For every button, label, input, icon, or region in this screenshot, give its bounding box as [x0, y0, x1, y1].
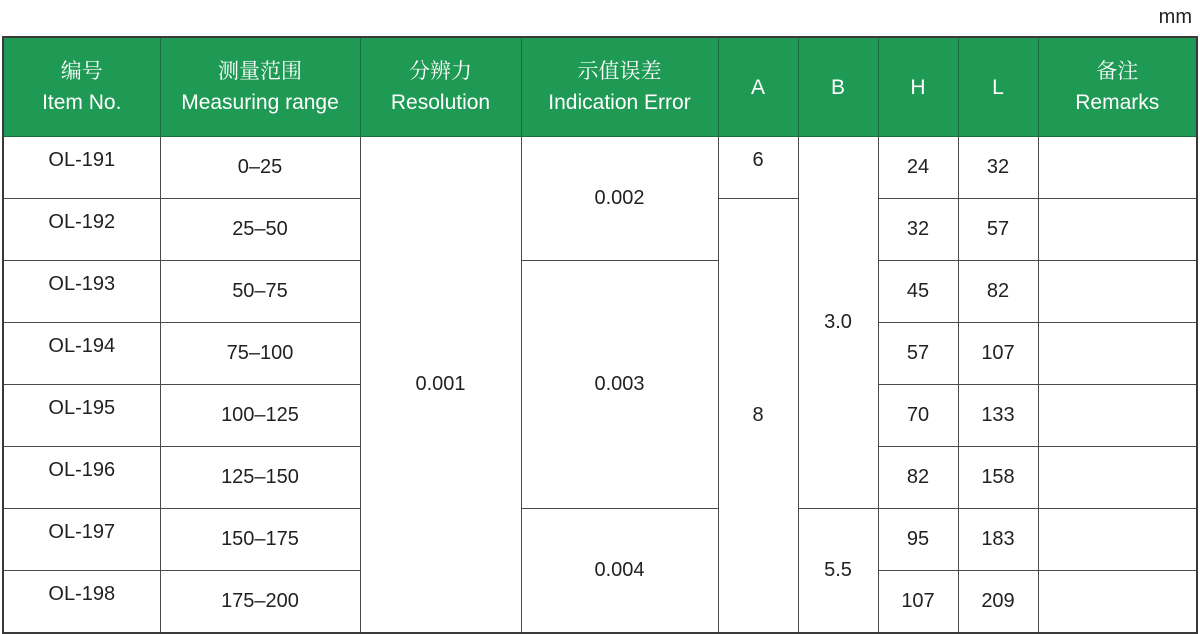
table-row — [3, 509, 1197, 571]
header-item-no — [3, 37, 160, 137]
error-cell: 0.004 — [521, 509, 718, 634]
header-row — [3, 37, 1197, 137]
range-cell: 50–75 — [160, 261, 360, 323]
l-cell: 57 — [958, 199, 1038, 261]
remarks-cell — [1038, 199, 1197, 261]
h-cell: 24 — [878, 137, 958, 199]
h-cell: 70 — [878, 385, 958, 447]
l-cell: 107 — [958, 323, 1038, 385]
l-cell: 82 — [958, 261, 1038, 323]
remarks-cell — [1038, 447, 1197, 509]
l-cell: 32 — [958, 137, 1038, 199]
item-no-cell: OL-195 — [3, 385, 160, 447]
error-cell: 0.003 — [521, 261, 718, 509]
header-remarks-en: Remarks — [1075, 91, 1160, 114]
error-cell: 0.002 — [521, 137, 718, 261]
b-cell: 3.0 — [798, 137, 878, 509]
remarks-cell — [1038, 385, 1197, 447]
header-b: B — [798, 37, 878, 137]
item-no-cell: OL-193 — [3, 261, 160, 323]
a-cell: 6 — [718, 137, 798, 199]
table-row — [3, 261, 1197, 323]
header-indication-error-cn: 示值误差 — [577, 60, 662, 83]
header-indication-error — [521, 37, 718, 137]
h-cell: 57 — [878, 323, 958, 385]
a-cell: 8 — [718, 199, 798, 634]
item-no-cell: OL-196 — [3, 447, 160, 509]
header-a: A — [718, 37, 798, 137]
item-no-cell: OL-197 — [3, 509, 160, 571]
h-cell: 32 — [878, 199, 958, 261]
table-row — [3, 137, 1197, 199]
h-cell: 95 — [878, 509, 958, 571]
unit-label: mm — [1158, 6, 1192, 28]
header-remarks — [1038, 37, 1197, 137]
l-cell: 183 — [958, 509, 1038, 571]
range-cell: 150–175 — [160, 509, 360, 571]
h-cell: 107 — [878, 571, 958, 634]
header-remarks-cn: 备注 — [1096, 60, 1139, 83]
item-no-cell: OL-191 — [3, 137, 160, 199]
range-cell: 175–200 — [160, 571, 360, 634]
header-resolution-en: Resolution — [390, 91, 491, 114]
header-measuring-range-cn: 测量范围 — [218, 60, 302, 83]
item-no-cell: OL-194 — [3, 323, 160, 385]
header-measuring-range-en: Measuring range — [181, 91, 339, 114]
remarks-cell — [1038, 323, 1197, 385]
range-cell: 100–125 — [160, 385, 360, 447]
range-cell: 125–150 — [160, 447, 360, 509]
l-cell: 158 — [958, 447, 1038, 509]
remarks-cell — [1038, 509, 1197, 571]
header-h: H — [878, 37, 958, 137]
l-cell: 209 — [958, 571, 1038, 634]
remarks-cell — [1038, 261, 1197, 323]
header-indication-error-en: Indication Error — [548, 91, 691, 114]
range-cell: 0–25 — [160, 137, 360, 199]
range-cell: 75–100 — [160, 323, 360, 385]
item-no-cell: OL-192 — [3, 199, 160, 261]
b-cell: 5.5 — [798, 509, 878, 634]
header-l: L — [958, 37, 1038, 137]
header-resolution-cn: 分辨力 — [409, 60, 472, 83]
header-measuring-range — [160, 37, 360, 137]
spec-table — [2, 36, 1198, 634]
h-cell: 45 — [878, 261, 958, 323]
item-no-cell: OL-198 — [3, 571, 160, 634]
l-cell: 133 — [958, 385, 1038, 447]
remarks-cell — [1038, 137, 1197, 199]
resolution-cell: 0.001 — [360, 137, 521, 634]
remarks-cell — [1038, 571, 1197, 634]
header-resolution — [360, 37, 521, 137]
header-item-no-cn: 编号 — [60, 60, 103, 83]
h-cell: 82 — [878, 447, 958, 509]
range-cell: 25–50 — [160, 199, 360, 261]
header-item-no-en: Item No. — [42, 91, 122, 114]
